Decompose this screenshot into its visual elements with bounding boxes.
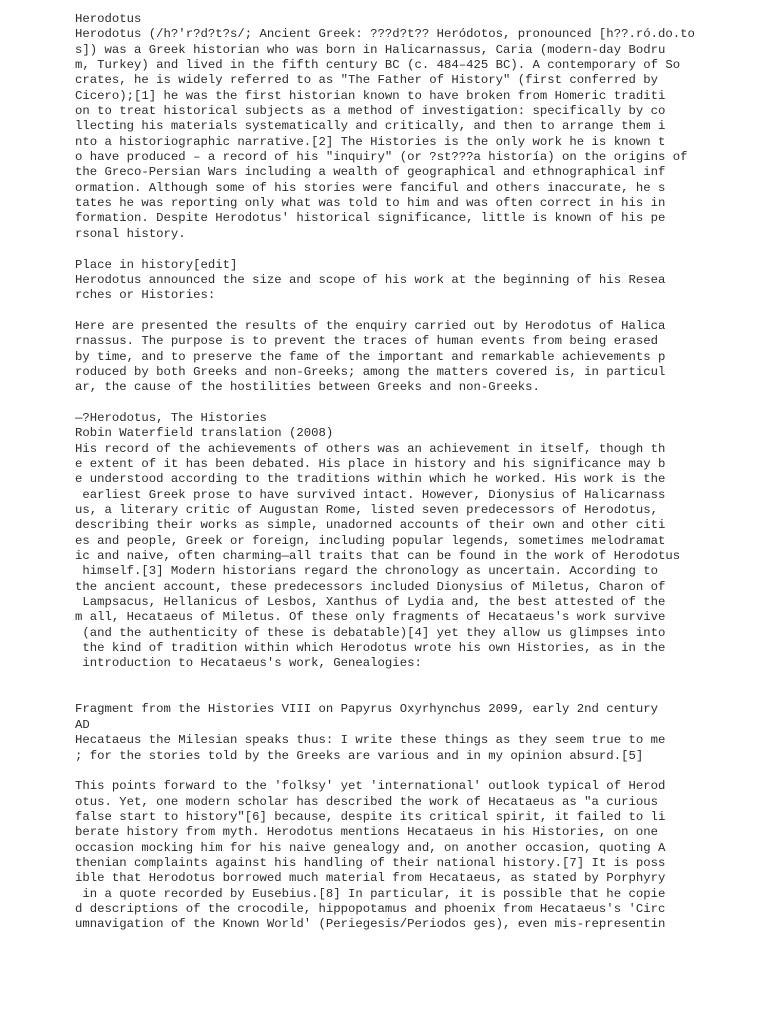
figure-caption bbox=[75, 702, 755, 733]
text-line: —?Herodotus, The Histories bbox=[75, 410, 267, 425]
text-line: umnavigation of the Known World' (Periegesis/Periodos ges), even mis-representin bbox=[75, 917, 666, 932]
text-line: false start to history"[6] because, despite its critical spirit, it failed to li bbox=[75, 809, 666, 824]
text-line: m, Turkey) and lived in the fifth century BC (c. 484–425 BC). A contemporary of So bbox=[75, 58, 681, 73]
text-line: Hecataeus the Milesian speaks thus: I write these things as they seem true to me bbox=[75, 733, 666, 748]
text-line: the ancient account, these predecessors included Dionysius of Miletus, Charon of bbox=[75, 579, 666, 594]
predecessors-paragraph bbox=[75, 442, 755, 672]
text-line: ic and naive, often charming—all traits that can be found in the work of Herodotus bbox=[75, 549, 681, 564]
text-line: rnassus. The purpose is to prevent the traces of human events from being erased bbox=[75, 334, 658, 349]
text-line: formation. Despite Herodotus' historical significance, little is known of his pe bbox=[75, 211, 666, 226]
intro-paragraph bbox=[75, 27, 755, 242]
figure-gap bbox=[75, 672, 755, 703]
text-line: tates he was reporting only what was told to him and was often correct in his in bbox=[75, 196, 666, 211]
document-title: Herodotus bbox=[75, 12, 142, 26]
paragraph-gap bbox=[75, 242, 755, 257]
text-line: in a quote recorded by Eusebius.[8] In particular, it is possible that he copie bbox=[75, 886, 666, 901]
text-line: This points forward to the 'folksy' yet 'international' outlook typical of Herod bbox=[75, 779, 666, 794]
text-line: the kind of tradition within which Herodotus wrote his own Histories, as in the bbox=[75, 641, 666, 656]
text-line: describing their works as simple, unadorned accounts of their own and other citi bbox=[75, 518, 666, 533]
text-line: occasion mocking him for his naive genealogy and, on another occasion, quoting A bbox=[75, 840, 666, 855]
text-line: Herodotus announced the size and scope of his work at the beginning of his Resea bbox=[75, 272, 666, 287]
text-line: nto a historiographic narrative.[2] The Histories is the only work he is known t bbox=[75, 134, 666, 149]
text-line: berate history from myth. Herodotus mentions Hecataeus in his Histories, on one bbox=[75, 825, 658, 840]
text-line: roduced by both Greeks and non-Greeks; among the matters covered is, in particul bbox=[75, 364, 666, 379]
text-line: introduction to Hecataeus's work, Genealogies: bbox=[75, 656, 422, 671]
text-line: AD bbox=[75, 717, 90, 732]
text-line: ormation. Although some of his stories were fanciful and others inaccurate, he s bbox=[75, 180, 666, 195]
section-heading: Place in history[edit] bbox=[75, 257, 238, 272]
text-line: Cicero);[1] he was the first historian known to have broken from Homeric traditi bbox=[75, 88, 666, 103]
text-line: s]) was a Greek historian who was born in Halicarnassus, Caria (modern-day Bodru bbox=[75, 42, 666, 57]
text-line: Lampsacus, Hellanicus of Lesbos, Xanthus of Lydia and, the best attested of the bbox=[75, 595, 666, 610]
text-line: us, a literary critic of Augustan Rome, listed seven predecessors of Herodotus, bbox=[75, 503, 658, 517]
text-line: llecting his materials systematically and critically, and then to arrange them i bbox=[75, 119, 666, 134]
text-line: by time, and to preserve the fame of the important and remarkable achievements p bbox=[75, 349, 666, 364]
text-line: earliest Greek prose to have survived intact. However, Dionysius of Halicarnass bbox=[75, 487, 666, 502]
text-line: ible that Herodotus borrowed much material from Hecataeus, as stated by Porphyry bbox=[75, 871, 666, 886]
text-line: the Greco-Persian Wars including a wealth of geographical and ethnographical inf bbox=[75, 165, 666, 180]
text-line: crates, he is widely referred to as "The Father of History" (first conferred by bbox=[75, 73, 658, 88]
text-line: rsonal history. bbox=[75, 226, 186, 241]
text-line: ar, the cause of the hostilities between Greeks and non-Greeks. bbox=[75, 380, 540, 395]
paragraph-gap bbox=[75, 764, 755, 779]
opening-quote bbox=[75, 319, 755, 396]
paragraph-gap bbox=[75, 396, 755, 411]
text-line: d descriptions of the crocodile, hippopotamus and phoenix from Hecataeus's 'Circ bbox=[75, 901, 666, 916]
text-line: otus. Yet, one modern scholar has described the work of Hecataeus as "a curious bbox=[75, 794, 658, 809]
closing-paragraph bbox=[75, 779, 755, 932]
text-line: e extent of it has been debated. His place in history and his significance may b bbox=[75, 456, 666, 471]
text-line: Herodotus (/h?'r?d?t?s/; Ancient Greek: ???d?t?? Heródotos, pronounced [h??.ró.do.to bbox=[75, 27, 695, 42]
text-line: himself.[3] Modern historians regard the chronology as uncertain. According to bbox=[75, 564, 658, 579]
text-line: thenian complaints against his handling of their national history.[7] It is poss bbox=[75, 855, 666, 870]
text-line: o have produced – a record of his "inquiry" (or ?st???a historía) on the origins of bbox=[75, 150, 688, 165]
text-line: Here are presented the results of the enquiry carried out by Herodotus of Halica bbox=[75, 318, 666, 333]
text-line: Robin Waterfield translation (2008) bbox=[75, 426, 334, 441]
paragraph-gap bbox=[75, 304, 755, 319]
text-line: es and people, Greek or foreign, including popular legends, sometimes melodramat bbox=[75, 533, 666, 548]
quote-attribution bbox=[75, 411, 755, 442]
text-line: on to treat historical subjects as a method of investigation: specifically by co bbox=[75, 104, 666, 119]
text-line: rches or Histories: bbox=[75, 288, 216, 303]
text-line: m all, Hecataeus of Miletus. Of these only fragments of Hecataeus's work survive bbox=[75, 610, 666, 625]
text-line: Fragment from the Histories VIII on Papyrus Oxyrhynchus 2099, early 2nd century bbox=[75, 702, 658, 717]
hecataeus-quote bbox=[75, 733, 755, 764]
text-line: His record of the achievements of others was an achievement in itself, though th bbox=[75, 441, 666, 456]
text-line: (and the authenticity of these is debatable)[4] yet they allow us glimpses into bbox=[75, 625, 666, 640]
text-line: e understood according to the traditions within which he worked. His work is the bbox=[75, 472, 666, 487]
text-line: ; for the stories told by the Greeks are various and in my opinion absurd.[5] bbox=[75, 748, 644, 763]
document-page bbox=[75, 12, 755, 933]
section-intro-paragraph bbox=[75, 273, 755, 304]
